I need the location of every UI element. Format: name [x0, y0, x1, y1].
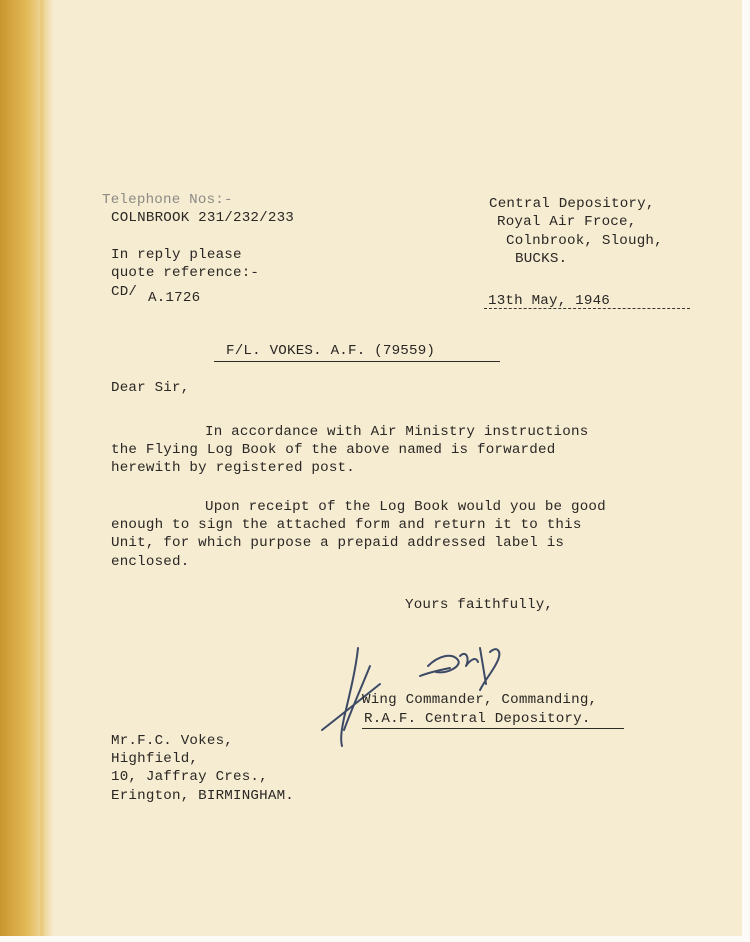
subject-line: F/L. VOKES. A.F. (79559) [226, 343, 436, 359]
recipient-line-2: Highfield, [111, 751, 199, 767]
telephone-numbers: COLNBROOK 231/232/233 [111, 210, 294, 226]
letter-date: 13th May, 1946 [488, 293, 610, 309]
subject-underline [214, 361, 500, 362]
reference-prefix: CD/ [111, 284, 138, 300]
signatory-title-line1: Wing Commander, Commanding, [362, 692, 598, 708]
salutation: Dear Sir, [111, 380, 190, 396]
body-para2-line3: Unit, for which purpose a prepaid addressed label is [111, 535, 565, 551]
scan-border-bottom [0, 936, 750, 942]
sender-line-2: Royal Air Froce, [497, 214, 637, 230]
body-para2-line1: Upon receipt of the Log Book would you be good [205, 499, 606, 515]
sender-line-1: Central Depository, [489, 196, 655, 212]
signatory-title-line2: R.A.F. Central Depository. [364, 711, 591, 727]
reply-line-1: In reply please [111, 247, 242, 263]
body-para1-line2: the Flying Log Book of the above named is forwarded [111, 442, 556, 458]
closing: Yours faithfully, [405, 597, 554, 613]
body-para1-line3: herewith by registered post. [111, 460, 355, 476]
date-underline [484, 308, 690, 309]
sender-line-4: BUCKS. [515, 251, 568, 267]
body-para1-line1: In accordance with Air Ministry instructions [205, 424, 589, 440]
recipient-line-3: 10, Jaffray Cres., [111, 769, 268, 785]
body-para2-line4: enclosed. [111, 554, 190, 570]
recipient-line-1: Mr.F.C. Vokes, [111, 733, 233, 749]
signatory-underline [362, 728, 624, 729]
telephone-label: Telephone Nos:- [102, 192, 233, 208]
scan-border-right [742, 0, 750, 942]
sender-line-3: Colnbrook, Slough, [506, 233, 663, 249]
reference-number: A.1726 [148, 290, 201, 306]
body-para2-line2: enough to sign the attached form and return it to this [111, 517, 582, 533]
reply-line-2: quote reference:- [111, 265, 260, 281]
binding-strip [0, 0, 44, 942]
recipient-line-4: Erington, BIRMINGHAM. [111, 788, 294, 804]
binding-edge [40, 0, 54, 942]
